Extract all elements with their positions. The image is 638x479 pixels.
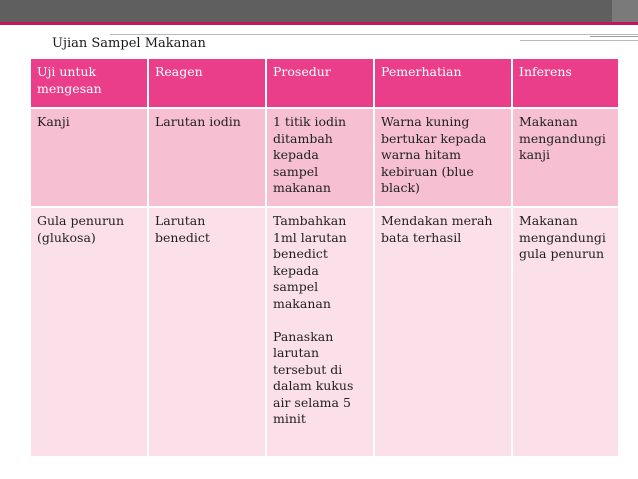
header-observation: Pemerhatian xyxy=(374,58,512,108)
cell-test: Kanji xyxy=(30,108,148,207)
cell-procedure: Tambahkan 1ml larutan benedict kepada sampel makanan Panaskan larutan tersebut di dalam kukus air selama 5 minit xyxy=(266,207,374,457)
cell-procedure: 1 titik iodin ditambah kepada sampel makanan xyxy=(266,108,374,207)
slide-accent-line xyxy=(0,22,638,25)
cell-observation: Warna kuning bertukar kepada warna hitam kebiruan (blue black) xyxy=(374,108,512,207)
decorative-line xyxy=(520,40,638,41)
slide-top-band xyxy=(0,0,638,22)
table-row xyxy=(30,207,619,457)
decorative-line xyxy=(590,36,638,37)
table-row xyxy=(30,108,619,207)
food-test-table xyxy=(29,57,620,458)
decorative-line xyxy=(110,34,638,35)
table-header-row xyxy=(30,58,619,108)
cell-reagent: Larutan iodin xyxy=(148,108,266,207)
slide-corner-block xyxy=(612,0,638,22)
header-reagent: Reagen xyxy=(148,58,266,108)
cell-test: Gula penurun (glukosa) xyxy=(30,207,148,457)
header-test: Uji untuk mengesan xyxy=(30,58,148,108)
slide-title: Ujian Sampel Makanan xyxy=(52,36,206,51)
header-procedure: Prosedur xyxy=(266,58,374,108)
cell-reagent: Larutan benedict xyxy=(148,207,266,457)
cell-inference: Makanan mengandungi kanji xyxy=(512,108,619,207)
header-inference: Inferens xyxy=(512,58,619,108)
cell-inference: Makanan mengandungi gula penurun xyxy=(512,207,619,457)
cell-observation: Mendakan merah bata terhasil xyxy=(374,207,512,457)
